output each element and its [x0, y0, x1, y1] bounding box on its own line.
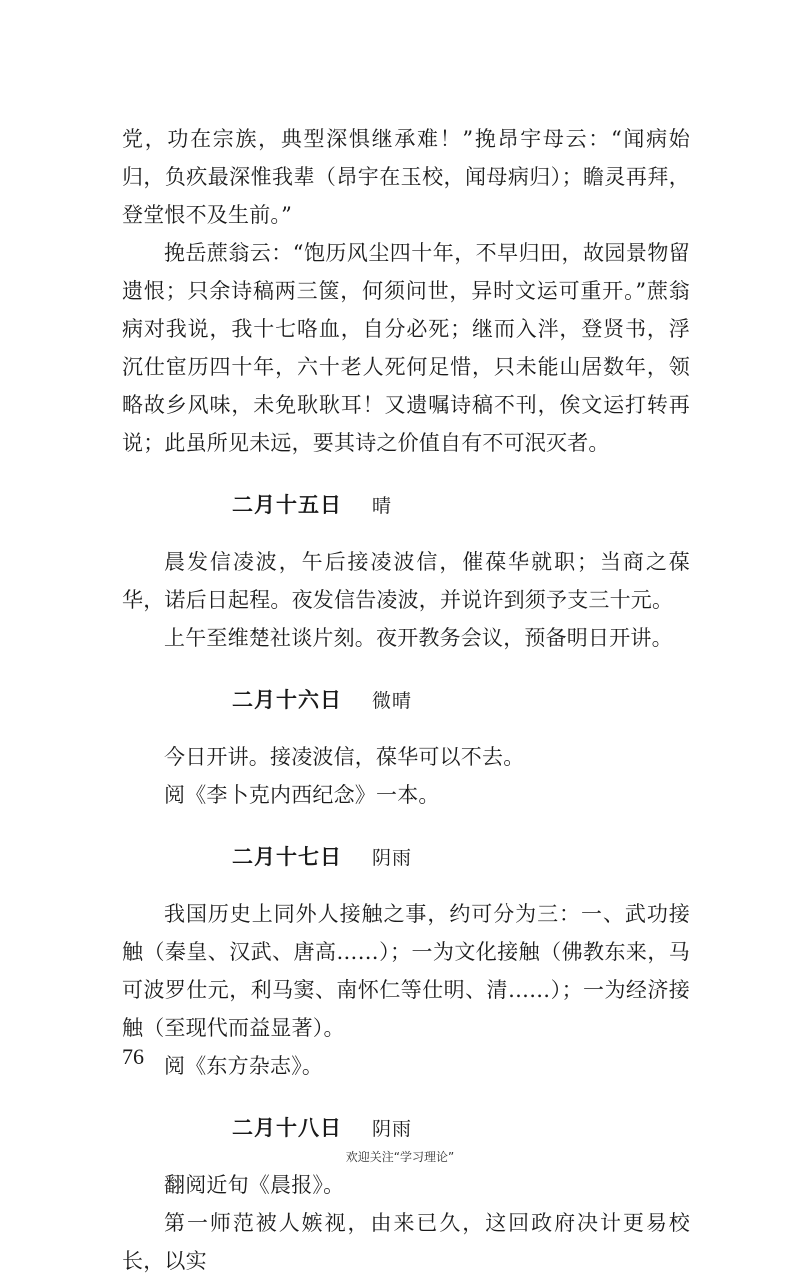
entry-date: 二月十六日 [232, 688, 342, 712]
paragraph: 今日开讲。接凌波信，葆华可以不去。 [164, 745, 525, 769]
entry-weather: 微晴 [372, 690, 413, 712]
entry-weather: 晴 [372, 495, 393, 517]
entry-weather: 阴雨 [372, 1118, 413, 1140]
entry-date: 二月十五日 [232, 493, 342, 517]
paragraph: 晨发信凌波，午后接凌波信，催葆华就职；当商之葆华，诺后日起程。夜发信告凌波，并说许到须予支三十元。 [122, 550, 690, 612]
paragraph: 翻阅近旬《晨报》。 [164, 1173, 345, 1197]
entry-heading [122, 1111, 690, 1146]
paragraph: 我国历史上同外人接触之事，约可分为三：一、武功接触（秦皇、汉武、唐高……）；一为文化接触（佛教东来，马可波罗仕元，利马窦、南怀仁等仕明、清……）；一为经济接触（至现代而益显著）。 [122, 902, 690, 1040]
paragraph: 阅《东方杂志》。 [164, 1054, 324, 1078]
page-body [122, 120, 690, 1280]
page-number: 76 [122, 1044, 144, 1069]
paragraph: 党，功在宗族，典型深惧继承难！”挽昂宇母云：“闻病始归，负疚最深惟我辈（昂宇在玉校，闻母病归）；瞻灵再拜，登堂恨不及生前。” [122, 127, 690, 227]
paragraph: 第一师范被人嫉视，由来已久，这回政府决计更易校长，以实 [122, 1211, 690, 1273]
entry-weather: 阴雨 [372, 847, 413, 869]
paragraph: 上午至维楚社谈片刻。夜开教务会议，预备明日开讲。 [164, 626, 673, 650]
entry-heading [122, 840, 690, 875]
entry-heading [122, 683, 690, 718]
footer-text: 欢迎关注“学习理论” [345, 1150, 455, 1164]
entry-date: 二月十八日 [232, 1116, 342, 1140]
paragraph: 挽岳蔗翁云：“饱历风尘四十年，不早归田，故园景物留遗恨；只余诗稿两三箧，何须问世，异时文运可重开。”蔗翁病对我说，我十七咯血，自分必死；继而入泮，登贤书，浮沉仕宦历四十年，六十老人死何足惜，只未能山居数年，领略故乡风味，未免耿耿耳！又遗嘱诗稿不刊，俟文运打转再说；此虽所见未远，要其诗之价值自有不可泯灭者。 [122, 241, 690, 455]
paragraph: 阅《李卜克内西纪念》一本。 [164, 783, 440, 807]
entry-date: 二月十七日 [232, 845, 342, 869]
entry-heading [122, 488, 690, 523]
